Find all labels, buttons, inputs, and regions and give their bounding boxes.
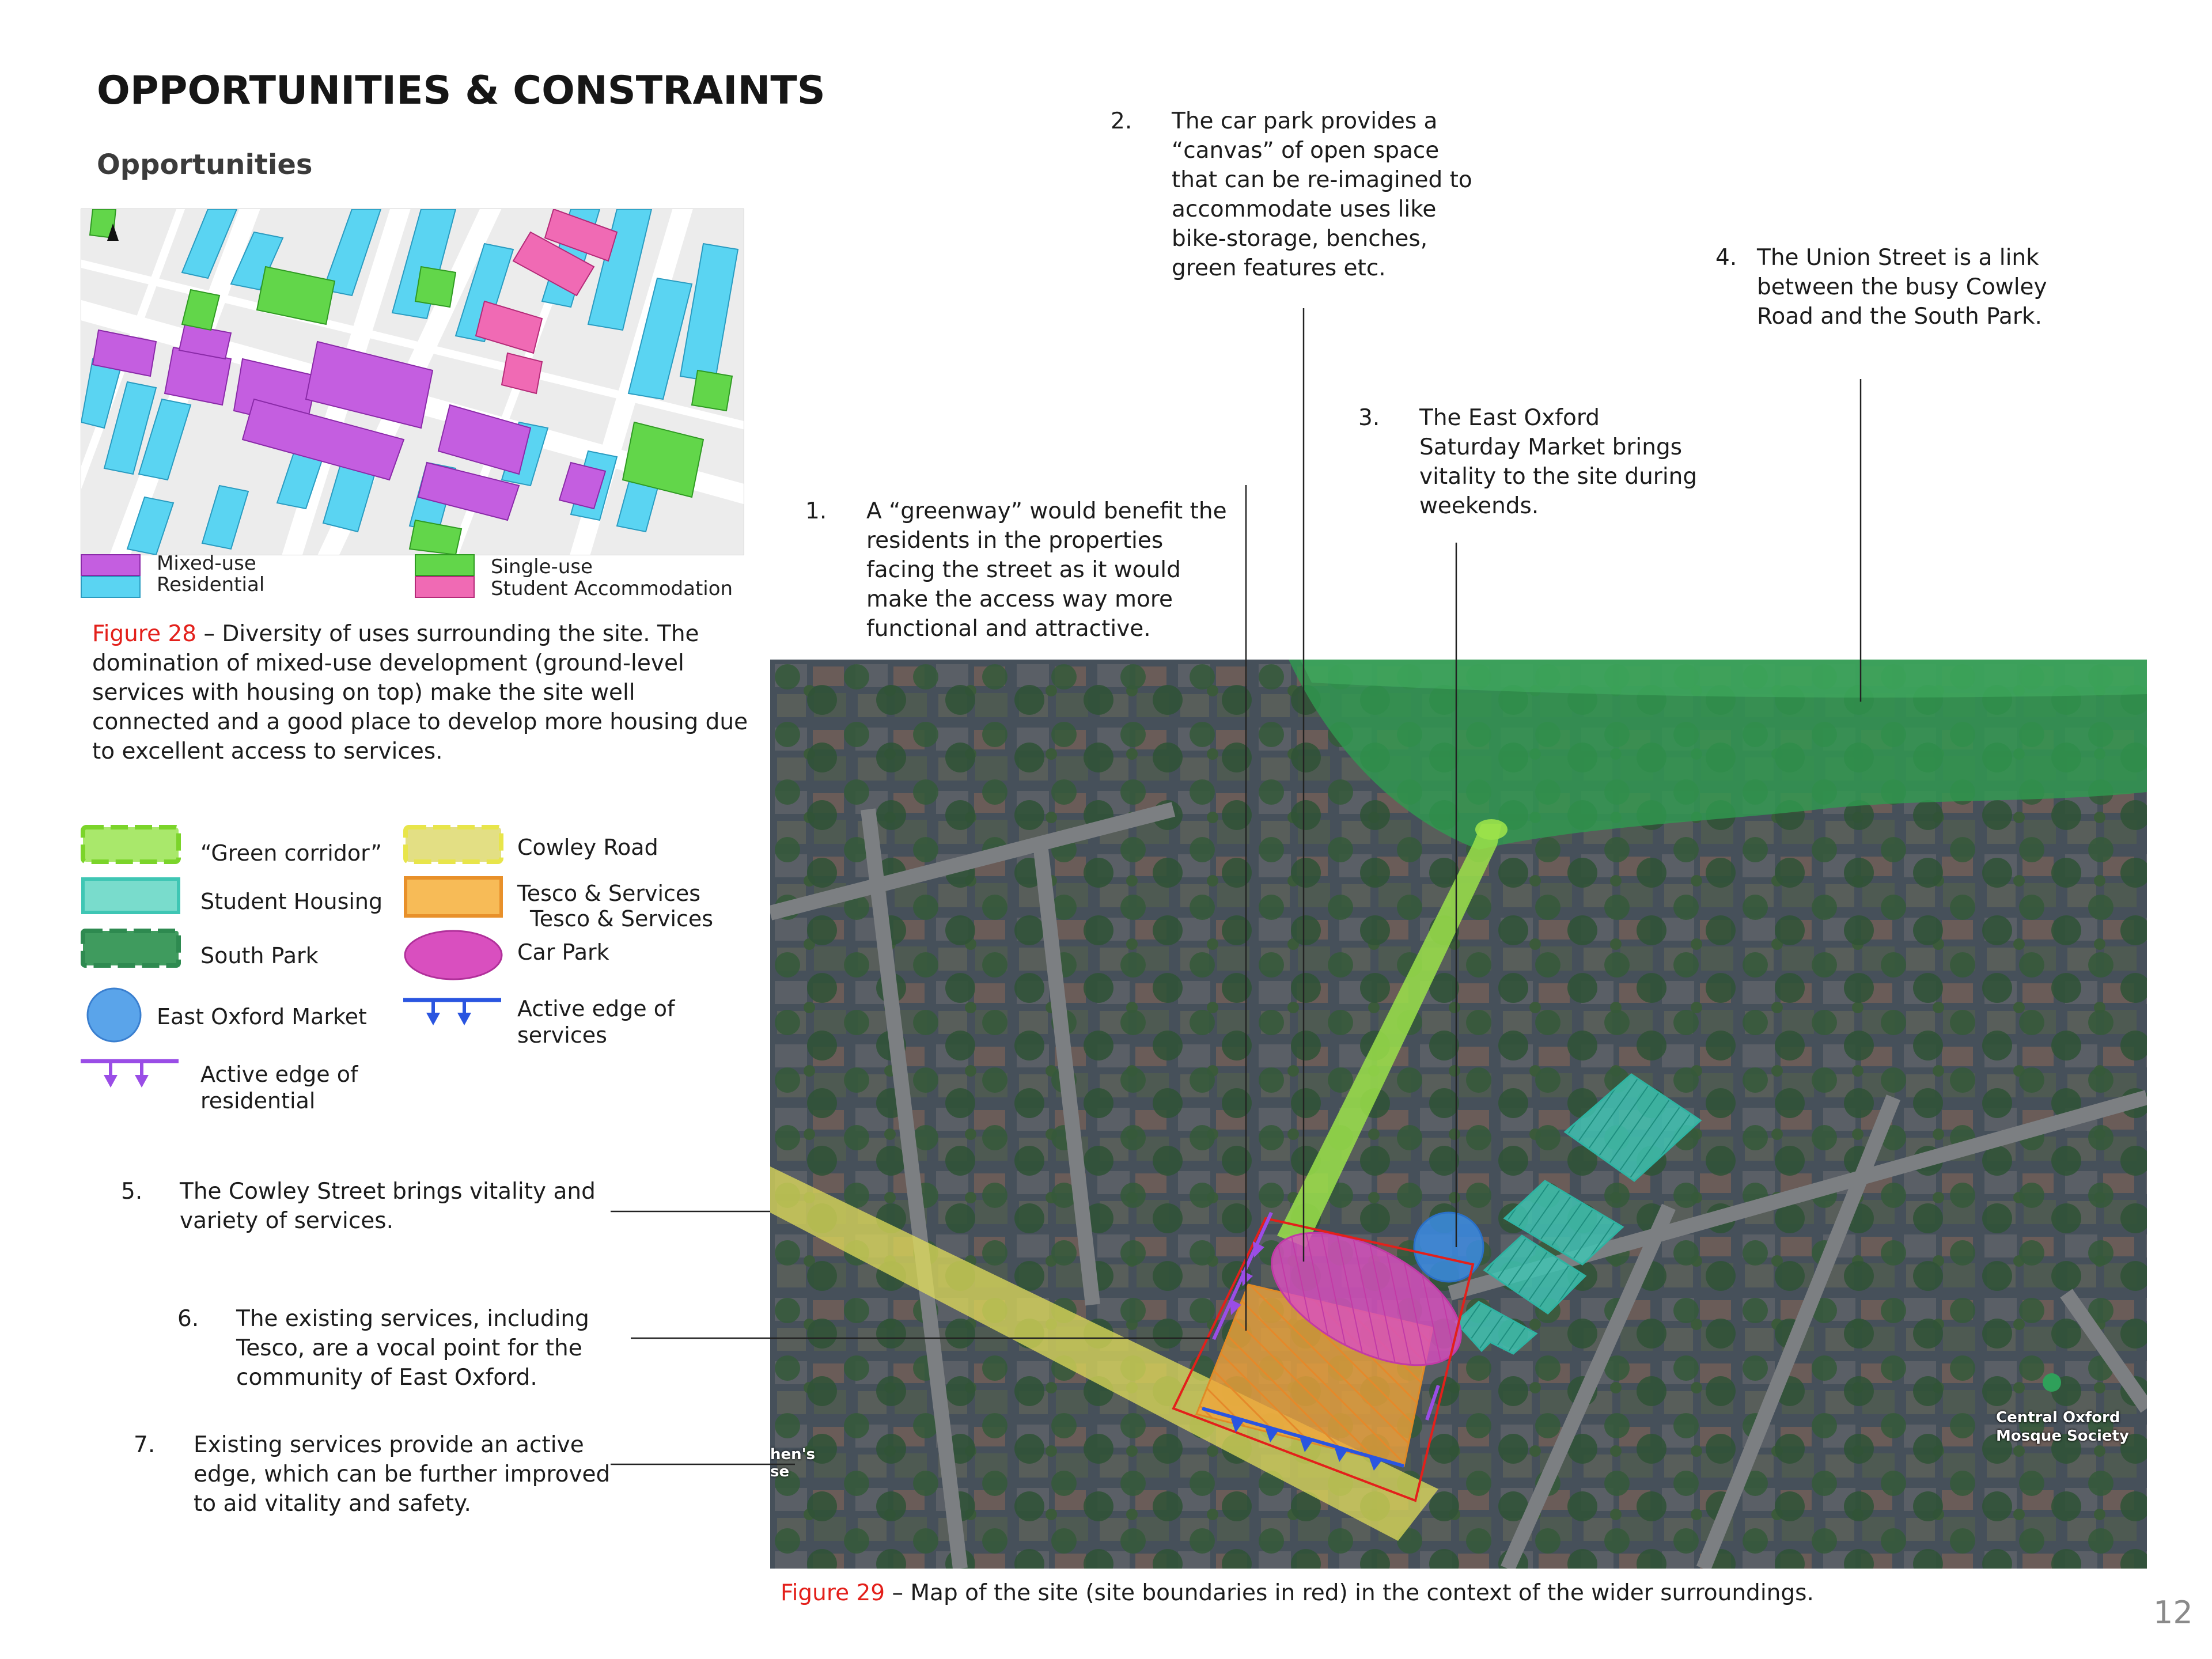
aerial-site-map-graphic bbox=[770, 660, 2147, 1569]
figure-28-caption-text: – Diversity of uses surrounding the site. The domination of mixed-use development (ground-level services with housing on top) make the site well connected and a good place to develop more housing due to excellent access to services. bbox=[92, 621, 748, 764]
annotation-6-text: The existing services, including Tesco, are a vocal point for the community of East Oxford. bbox=[236, 1306, 589, 1391]
legend-label-cowley-road: Cowley Road bbox=[517, 835, 658, 860]
figure-29-label: Figure 29 bbox=[781, 1580, 885, 1606]
annotation-7-number: 7. bbox=[134, 1432, 156, 1458]
legend-swatch-tesco bbox=[406, 878, 501, 916]
legend-swatch-cowley-road bbox=[406, 827, 501, 862]
map-label-cut bbox=[770, 1446, 815, 1480]
annotation-3-text: The East Oxford Saturday Market brings vitality to the site during weekends. bbox=[1419, 405, 1698, 519]
annotation-2-text: The car park provides a “canvas” of open space that can be re-imagined to accommodate uses like bike-storage, benches, green features etc. bbox=[1172, 108, 1472, 281]
legend-label-mixed-use: Mixed-use bbox=[157, 552, 256, 575]
page-number: 12 bbox=[2153, 1594, 2193, 1631]
figure-29-caption bbox=[781, 1578, 2105, 1608]
legend-label-south-park: South Park bbox=[200, 943, 319, 968]
legend-swatch-student-housing bbox=[83, 879, 179, 912]
legend-label-east-oxford-market: East Oxford Market bbox=[157, 1004, 367, 1029]
legend-label-tesco-services: Tesco & Services bbox=[517, 881, 701, 906]
section-subtitle: Opportunities bbox=[97, 149, 313, 181]
annotation-1-text: A “greenway” would benefit the residents in the properties facing the street as it would make the access way more functional and attractive. bbox=[866, 498, 1227, 642]
aerial-site-map bbox=[770, 660, 2147, 1569]
land-use-map-graphic bbox=[81, 209, 744, 555]
legend-label-student-accommodation: Student Accommodation bbox=[491, 577, 733, 600]
legend-symbols-left bbox=[81, 824, 196, 1123]
annotation-4-text: The Union Street is a link between the busy Cowley Road and the South Park. bbox=[1757, 245, 2047, 329]
legend-symbols-right bbox=[403, 824, 518, 1054]
annotation-6-number: 6. bbox=[177, 1306, 199, 1332]
legend-label-car-park: Car Park bbox=[517, 940, 609, 965]
figure-29-caption-text: – Map of the site (site boundaries in red) in the context of the wider surroundings. bbox=[885, 1580, 1814, 1606]
legend-swatch-residential bbox=[81, 576, 141, 598]
legend-label-residential: Residential bbox=[157, 573, 265, 596]
legend-swatch-mixed-use bbox=[81, 554, 141, 576]
annotation-2-number: 2. bbox=[1111, 108, 1132, 134]
legend-swatch-single-use bbox=[415, 554, 475, 576]
legend-label-active-edge-services: Active edge of services bbox=[517, 996, 675, 1048]
legend-swatch-car-park bbox=[405, 931, 502, 979]
legend-label-student-housing: Student Housing bbox=[200, 889, 383, 914]
legend-label-tesco-services-2: Tesco & Services bbox=[530, 906, 714, 931]
annotation-4-number: 4. bbox=[1715, 245, 1737, 271]
land-use-map bbox=[81, 209, 744, 555]
annotation-7-text: Existing services provide an active edge, which can be further improved to aid vitality and safety. bbox=[194, 1432, 611, 1517]
main-legend bbox=[81, 824, 749, 1123]
legend-label-active-edge-residential: Active edge of residential bbox=[200, 1062, 358, 1113]
annotation-5-number: 5. bbox=[121, 1179, 143, 1205]
legend-swatch-east-oxford-market bbox=[88, 988, 141, 1041]
map-label-cut-line-1: hen's bbox=[770, 1446, 816, 1463]
map-label-mosque-line-2: Mosque Society bbox=[1996, 1427, 2129, 1445]
legend-label-single-use: Single-use bbox=[491, 555, 593, 578]
annotation-3-number: 3. bbox=[1358, 405, 1380, 431]
annotation-1-number: 1. bbox=[805, 498, 827, 524]
figure-28-label: Figure 28 bbox=[92, 621, 197, 647]
legend-swatch-student-accommodation bbox=[415, 576, 475, 598]
legend-swatch-green-corridor bbox=[83, 827, 179, 862]
map-label-mosque bbox=[1996, 1408, 2129, 1445]
map-label-cut-line-2: se bbox=[770, 1463, 790, 1480]
map-label-mosque-line-1: Central Oxford bbox=[1996, 1409, 2120, 1426]
legend-label-green-corridor: “Green corridor” bbox=[200, 840, 382, 866]
legend-swatch-south-park bbox=[83, 931, 179, 965]
page-title: OPPORTUNITIES & CONSTRAINTS bbox=[97, 68, 825, 113]
figure-28-caption bbox=[92, 619, 755, 766]
annotation-5-text: The Cowley Street brings vitality and variety of services. bbox=[180, 1179, 596, 1234]
